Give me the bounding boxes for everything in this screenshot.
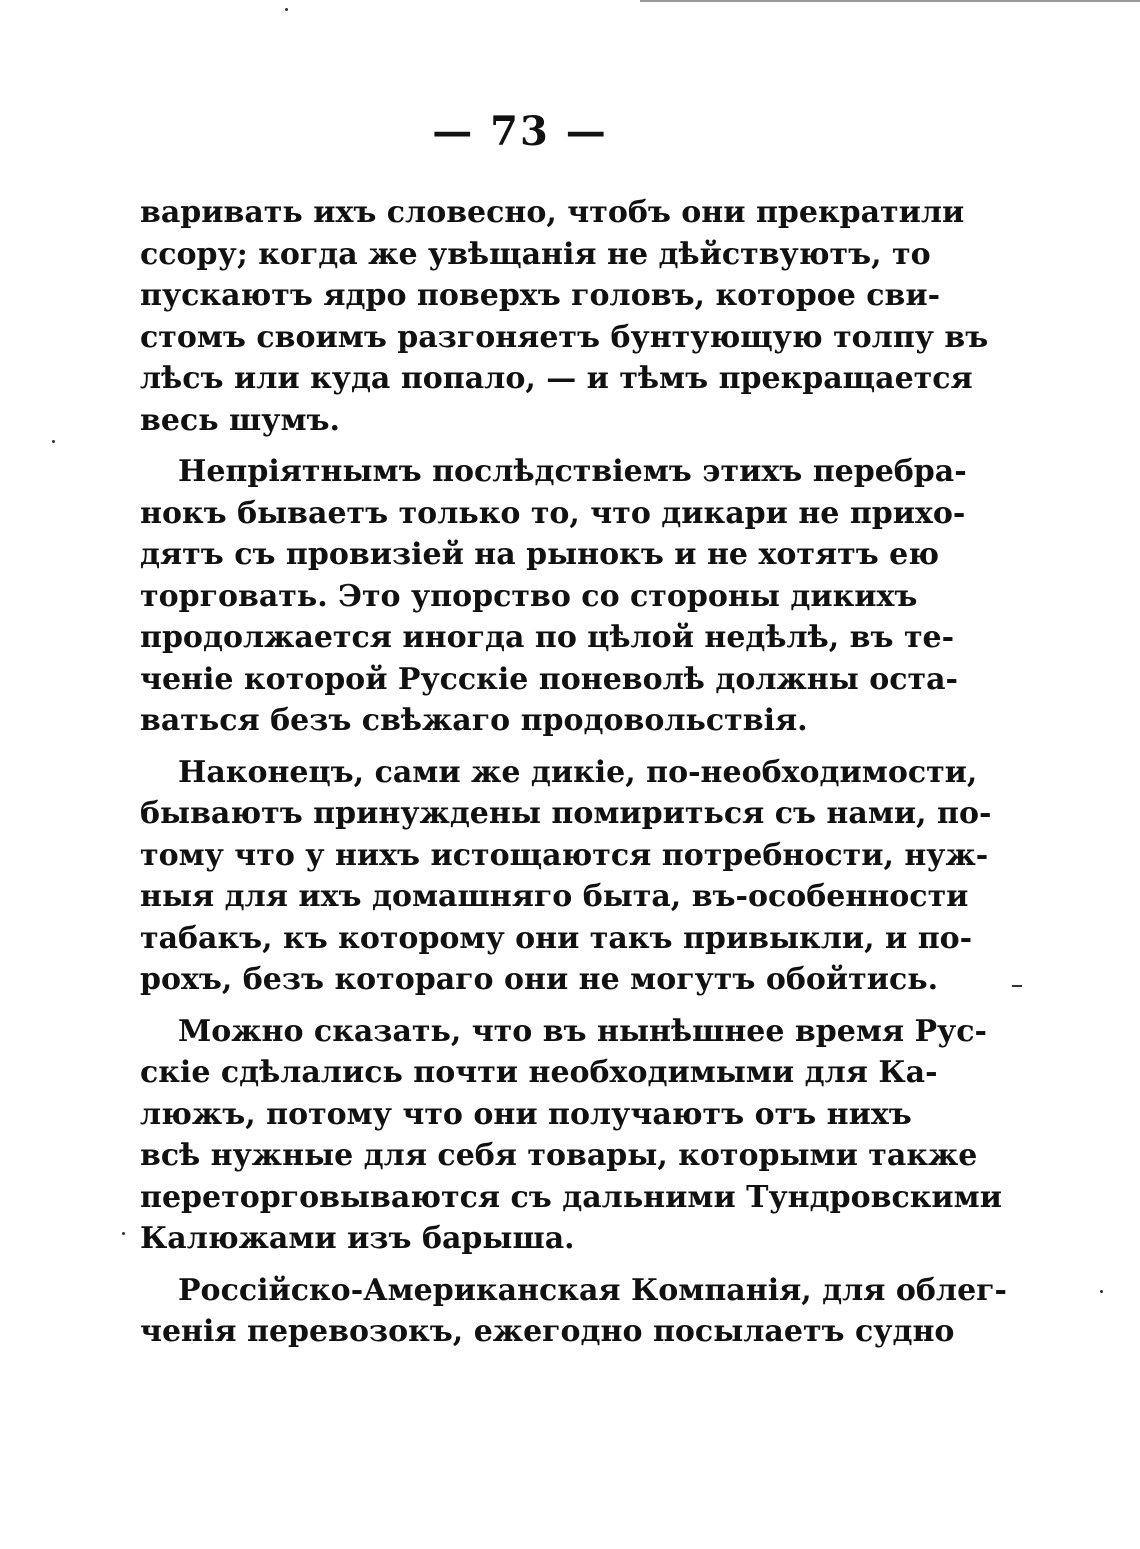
body-text bbox=[140, 192, 1007, 1363]
text-line: Калюжами изъ барыша. bbox=[140, 1221, 575, 1256]
top-edge-rule bbox=[640, 0, 1140, 2]
text-line: весь шумъ. bbox=[140, 402, 340, 438]
paragraph-3 bbox=[140, 752, 992, 1001]
scan-speck bbox=[285, 8, 288, 11]
text-line: лѣсъ или куда попало, — и тѣмъ прекращается bbox=[140, 361, 973, 396]
text-line: ныя для ихъ домашняго быта, въ-особенности bbox=[140, 879, 969, 914]
page-number: — 73 — bbox=[432, 108, 608, 155]
text-line: табакъ, къ которому они такъ привыкли, и по- bbox=[140, 920, 973, 956]
text-line: нокъ бываетъ только то, что дикари не прихо- bbox=[140, 495, 966, 531]
paragraph-5 bbox=[140, 1270, 1007, 1353]
text-line: Можно сказать, что въ нынѣшнее время Рус- bbox=[178, 1013, 987, 1049]
scan-speck bbox=[52, 440, 55, 443]
text-line: Россійско-Американская Компанія, для облег- bbox=[178, 1272, 1007, 1308]
text-line: ченія перевозокъ, ежегодно посылаетъ судно bbox=[140, 1314, 955, 1349]
text-line: ваться безъ свѣжаго продовольствія. bbox=[140, 703, 808, 738]
text-line: всѣ нужные для себя товары, которыми также bbox=[140, 1138, 978, 1173]
text-line: Наконецъ, сами же дикіе, по-необходимости, bbox=[178, 754, 978, 790]
text-line: стомъ своимъ разгоняетъ бунтующую толпу въ bbox=[140, 319, 989, 355]
text-line: варивать ихъ словесно, чтобъ они прекратили bbox=[140, 195, 965, 230]
paragraph-2 bbox=[140, 451, 967, 742]
text-line: дятъ съ провизіей на рынокъ и не хотятъ ею bbox=[140, 537, 939, 572]
scan-speck bbox=[1100, 1290, 1103, 1293]
text-line: продолжается иногда по цѣлой недѣлѣ, въ те- bbox=[140, 620, 955, 655]
paragraph-1 bbox=[140, 192, 989, 441]
text-line: пускаютъ ядро поверхъ головъ, которое сви- bbox=[140, 278, 941, 313]
text-line: ченіе которой Русскіе поневолѣ должны оста- bbox=[140, 661, 959, 697]
text-line: тому что у нихъ истощаются потребности, нуж- bbox=[140, 837, 989, 873]
text-line: скіе сдѣлались почти необходимыми для Ка- bbox=[140, 1055, 938, 1090]
paragraph-4 bbox=[140, 1011, 1002, 1260]
text-line: бываютъ принуждены помириться съ нами, по- bbox=[140, 796, 992, 831]
text-line: переторговываются съ дальними Тундровскими bbox=[140, 1179, 1002, 1215]
text-line: Непріятнымъ послѣдствіемъ этихъ перебра- bbox=[178, 454, 967, 489]
scan-speck bbox=[122, 1232, 125, 1235]
text-line: ссору; когда же увѣщанія не дѣйствуютъ, то bbox=[140, 236, 931, 272]
text-line: рохъ, безъ котораго они не могутъ обойтись. bbox=[140, 962, 939, 997]
text-line: люжъ, потому что они получаютъ отъ нихъ bbox=[140, 1096, 912, 1132]
text-line: торговать. Это упорство со стороны дикихъ bbox=[140, 578, 918, 614]
scan-speck bbox=[1012, 985, 1022, 987]
